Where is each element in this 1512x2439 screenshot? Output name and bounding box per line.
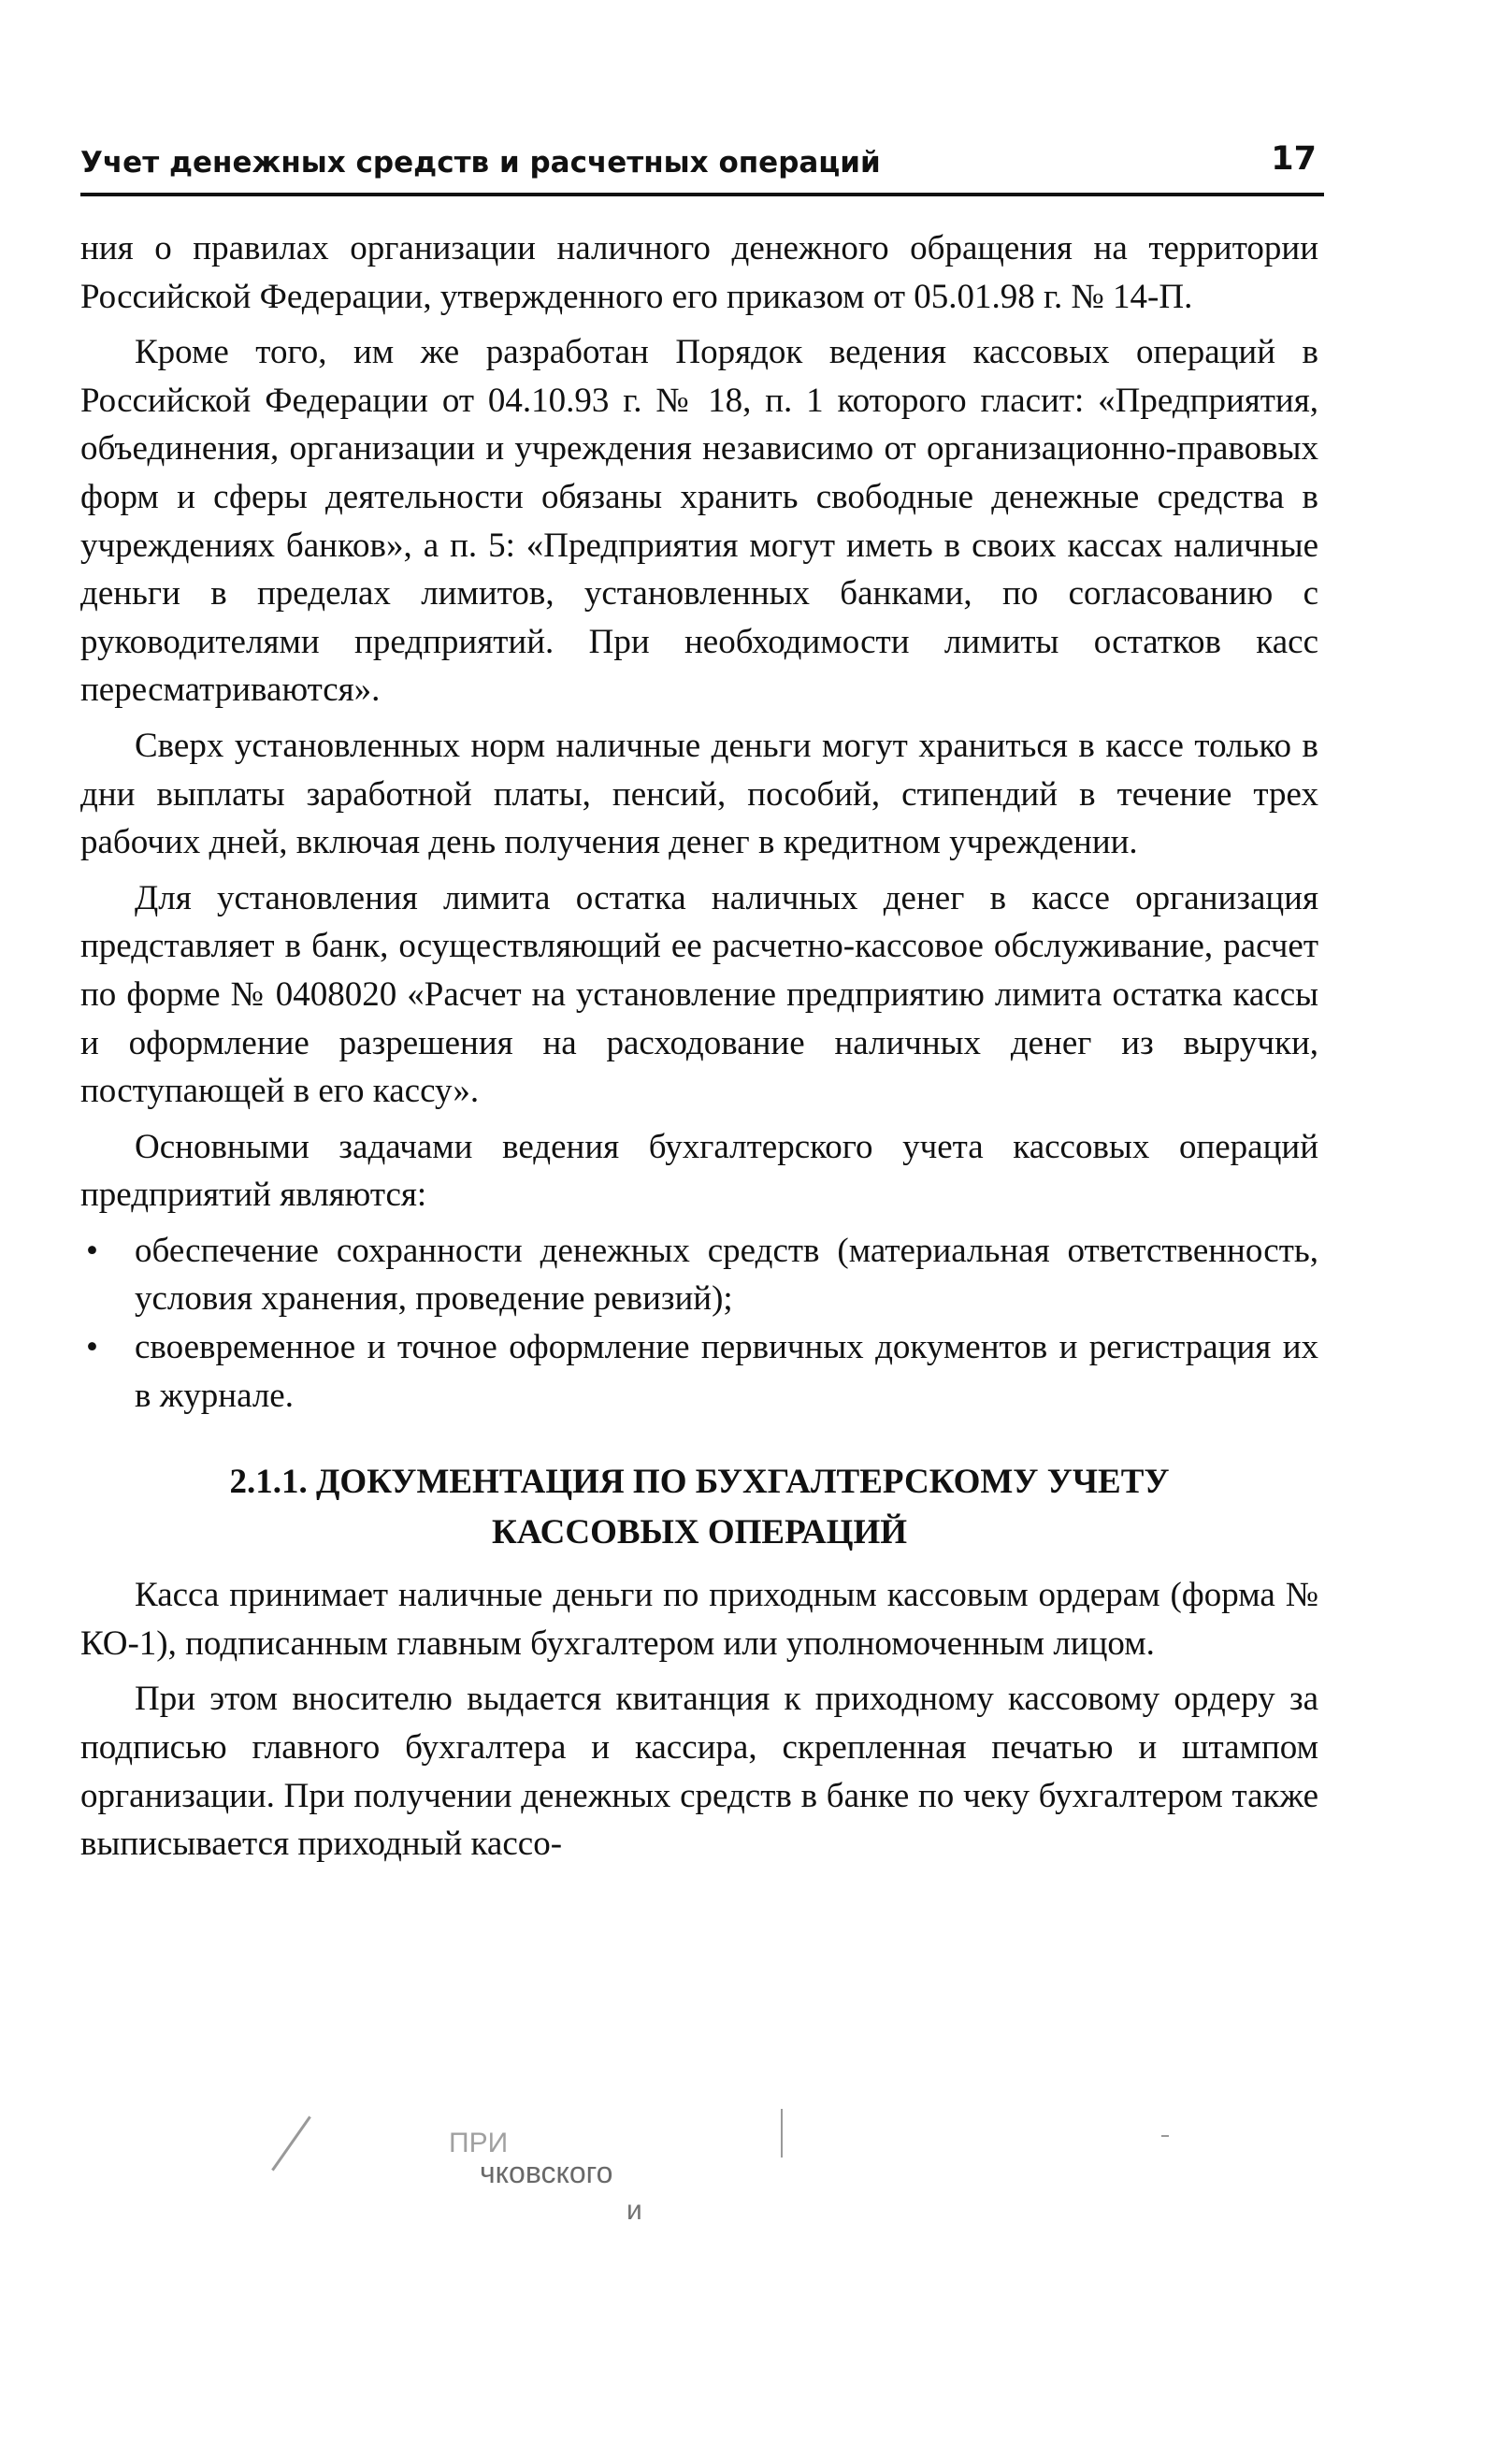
bleed-through-marks bbox=[449, 2128, 1047, 2259]
paragraph-cash-limit: Для установления лимита остатка наличных денег в кассе организация представляет в банк, осуществляющий ее расчетно-кассовое обслуживание, расчет по форме № 0408020 «Расчет на установление предприятию лимита остатка кассы и оформление разрешения на расходование наличных денег из выручки, поступающей в его кассу». bbox=[80, 878, 1318, 1111]
list-item-text: обеспечение сохранности денежных средств (материальная ответственность, условия хранения, проведение ревизий); bbox=[135, 1231, 1318, 1319]
bleed-through-text-1: ПРИ bbox=[449, 2128, 509, 2158]
bullet-icon: • bbox=[86, 1328, 98, 1367]
section-heading-line-1: 2.1.1. ДОКУМЕНТАЦИЯ ПО БУХГАЛТЕРСКОМУ УЧЕТУ bbox=[229, 1463, 1170, 1502]
page-body bbox=[80, 224, 1318, 1876]
running-header-title: Учет денежных средств и расчетных операций bbox=[80, 146, 881, 180]
page-number: 17 bbox=[1271, 140, 1317, 178]
list-item-text: своевременное и точное оформление первичных документов и регистрация их в журнале. bbox=[135, 1328, 1318, 1415]
task-list bbox=[80, 1227, 1318, 1420]
bleed-through-text-2: чковского bbox=[480, 2156, 613, 2189]
bullet-icon: • bbox=[86, 1231, 98, 1270]
section-heading-line-2: КАССОВЫХ ОПЕРАЦИЙ bbox=[491, 1513, 908, 1552]
paragraph-cash-receipt: Касса принимает наличные деньги по приходным кассовым ордерам (форма № КО-1), подписанным главным бухгалтером или уполномоченным лицом. bbox=[80, 1576, 1318, 1663]
paragraph-continuation: ния о правилах организации наличного денежного обращения на территории Российской Федерации, утвержденного его приказом от 05.01.98 г. № 14-П. bbox=[80, 229, 1318, 316]
bleed-stroke-2 bbox=[781, 2109, 783, 2158]
bleed-stroke-1 bbox=[271, 2115, 311, 2171]
list-item bbox=[80, 1323, 1318, 1420]
bleed-stroke-3 bbox=[1161, 2135, 1169, 2137]
paragraph-cash-storage: Сверх установленных норм наличные деньги могут храниться в кассе только в дни выплаты заработной платы, пенсий, пособий, стипендий в течение трех рабочих дней, включая день получения денег в кредитном учреждении. bbox=[80, 726, 1318, 862]
section-heading bbox=[118, 1457, 1281, 1558]
bleed-through-text-3: и bbox=[626, 2195, 642, 2226]
running-header bbox=[80, 140, 1324, 187]
paragraph-receipt-issue: При этом вносителю выдается квитанция к приходному кассовому ордеру за подписью главного бухгалтера и кассира, скрепленная печатью и штампом организации. При получении денежных средств в банке по чеку бухгалтером также выписывается приходный кассо- bbox=[80, 1680, 1318, 1864]
header-rule bbox=[80, 193, 1324, 196]
paragraph-main-tasks: Основными задачами ведения бухгалтерского учета кассовых операций предприятий являются: bbox=[80, 1127, 1318, 1215]
list-item bbox=[80, 1227, 1318, 1323]
paragraph-cash-procedure: Кроме того, им же разработан Порядок ведения кассовых операций в Российской Федерации от 04.10.93 г. № 18, п. 1 которого гласит: «Предприятия, объединения, организации и учреждения независимо от организационно-правовых форм и сферы деятельности обязаны хранить свободные денежные средства в учреждениях банков», а п. 5: «Предприятия могут иметь в своих кассах наличные деньги в пределах лимитов, установленных банками, по согласованию с руководителями предприятий. При необходимости лимиты остатков касс пересматриваются». bbox=[80, 333, 1318, 710]
